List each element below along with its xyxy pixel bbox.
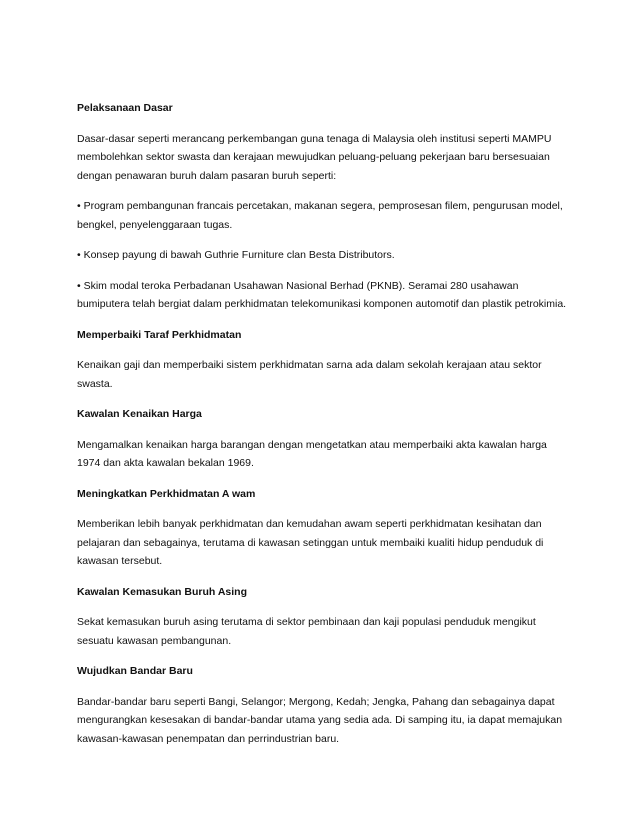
document-page (77, 99, 567, 760)
section-heading: Pelaksanaan Dasar (77, 102, 173, 114)
section-heading: Memperbaiki Taraf Perkhidmatan (77, 328, 242, 341)
section-memperbaiki-taraf-perkhidmatan (77, 326, 567, 394)
body-paragraph: Kenaikan gaji dan memperbaiki sistem perkhidmatan sarna ada dalam sekolah kerajaan atau sektor swasta. (77, 359, 542, 390)
body-paragraph: Memberikan lebih banyak perkhidmatan dan kemudahan awam seperti perkhidmatan kesihatan dan pelajaran dan sebagainya, terutama di kawasan setinggan untuk membaiki kualiti hidup penduduk di kawasan tersebut. (77, 518, 544, 567)
body-paragraph: Bandar-bandar baru seperti Bangi, Selangor; Mergong, Kedah; Jengka, Pahang dan sebagainya dapat mengurangkan kesesakan di bandar-bandar utama yang sedia ada. Di samping itu, ia dapat memajukan kawasan-kawasan penempatan dan perrindustrian baru. (77, 695, 563, 745)
section-pelaksanaan-dasar (77, 99, 567, 314)
bullet-item: • Skim modal teroka Perbadanan Usahawan Nasional Berhad (PKNB). Seramai 280 usahawan bumiputera telah bergiat dalam perkhidmatan telekomunikasi komponen automotif dan plastik petrokimia. (77, 279, 567, 310)
section-heading: Kawalan Kenaikan Harga (77, 408, 202, 420)
body-paragraph: Dasar-dasar seperti merancang perkembangan guna tenaga di Malaysia oleh institusi seperti MAMPU membolehkan sektor swasta dan kerajaan mewujudkan peluang-peluang pekerjaan baru bersesuaian dengan penawaran buruh dalam pasaran buruh seperti: (77, 132, 552, 182)
section-meningkatkan-perkhidmatan-awam (77, 485, 567, 571)
section-kawalan-kemasukan-buruh-asing (77, 583, 567, 651)
section-heading: Meningkatkan Perkhidmatan A wam (77, 487, 256, 500)
body-paragraph: Sekat kemasukan buruh asing terutama di sektor pembinaan dan kaji populasi penduduk mengikut sesuatu kawasan pembangunan. (77, 616, 536, 647)
bullet-item: • Program pembangunan francais percetakan, makanan segera, pemprosesan filem, pengurusan model, bengkel, penyelenggaraan tugas. (77, 200, 563, 231)
body-paragraph: Mengamalkan kenaikan harga barangan dengan mengetatkan atau memperbaiki akta kawalan harga 1974 dan akta kawalan bekalan 1969. (77, 438, 547, 469)
section-kawalan-kenaikan-harga (77, 405, 567, 473)
section-heading: Wujudkan Bandar Baru (77, 665, 193, 677)
section-heading: Kawalan Kemasukan Buruh Asing (77, 585, 247, 598)
section-wujudkan-bandar-baru (77, 662, 567, 748)
bullet-item: • Konsep payung di bawah Guthrie Furniture clan Besta Distributors. (77, 249, 395, 261)
